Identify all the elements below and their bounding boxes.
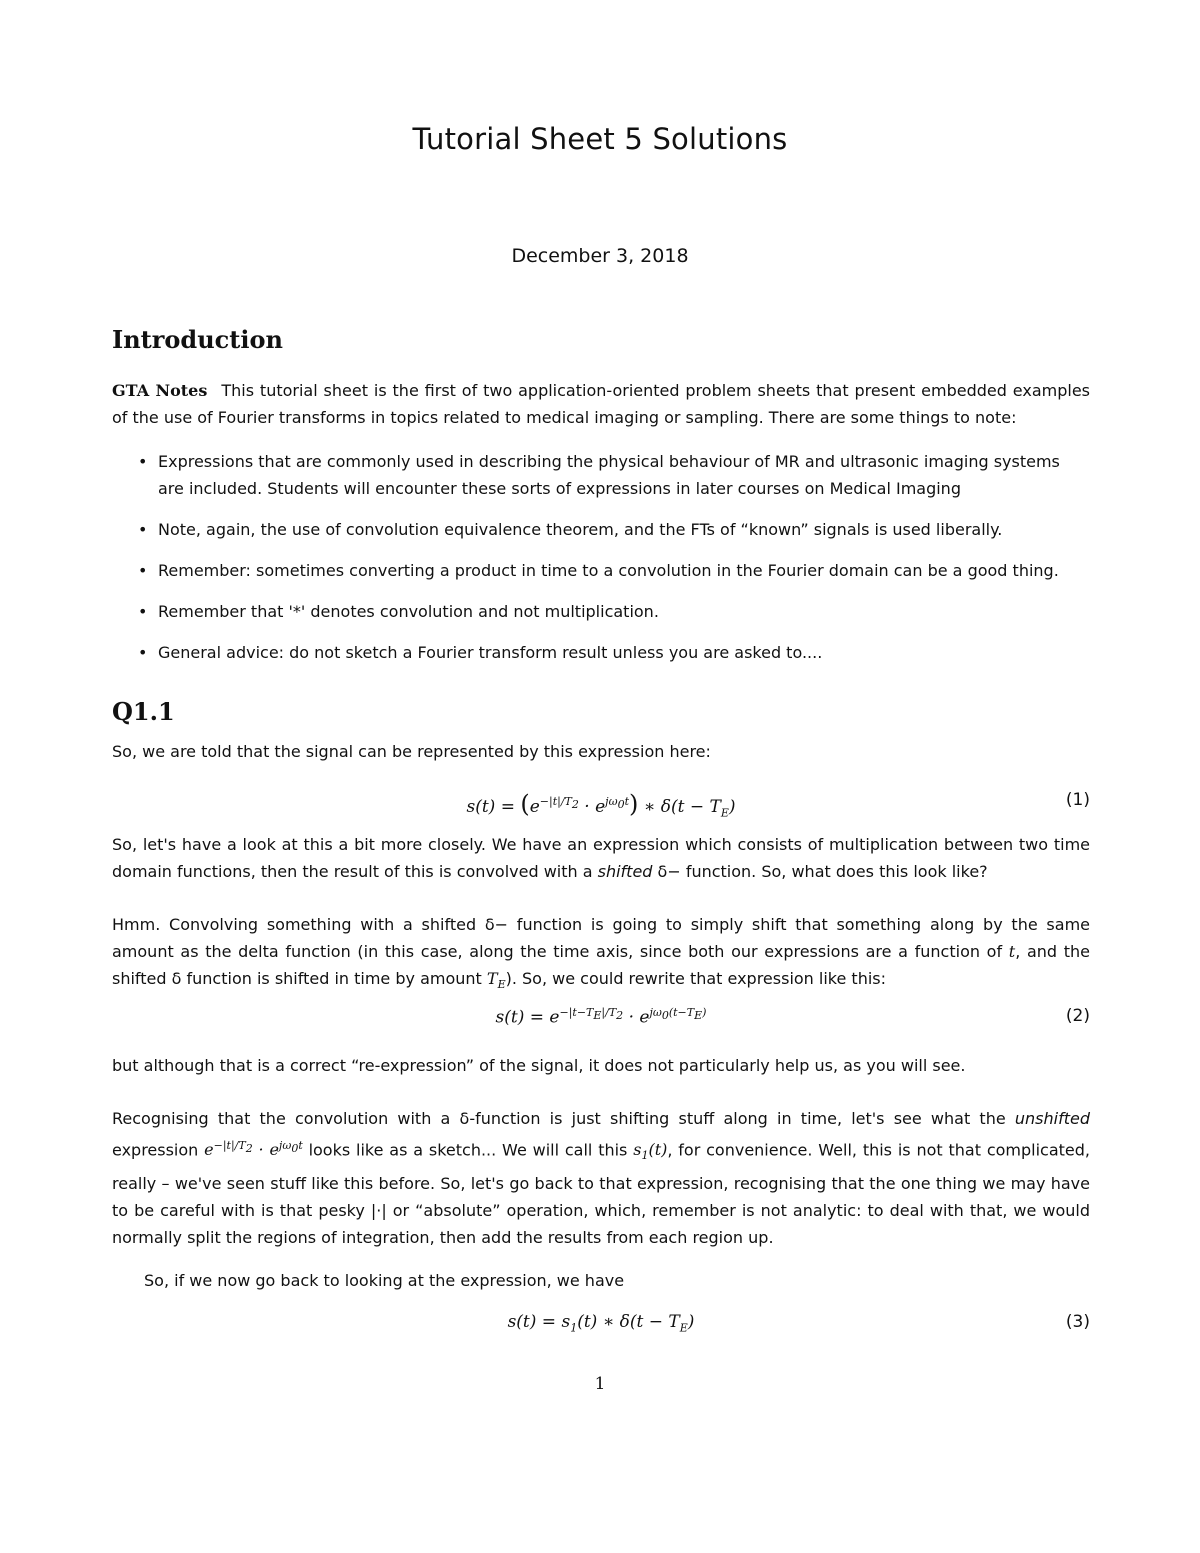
section-heading-introduction: Introduction <box>112 325 283 354</box>
equation-3 <box>112 1312 1090 1342</box>
q11-paragraph-5: Recognising that the convolution with a δ-function is just shifting stuff along in time, let's see what the unshifted expression $e^{-|t|/T_2} \cdot e^{j\omega_0t}$ looks like as a sketch... We will call this $s_1(t)$, for convenience. Well, this is not that complicated, really – we've seen stuff like this before. So, let's go back to that expression, recognising that the one thing we may have to be careful with is that pesky |·| or “absolute” operation, which, remember is not analytic: to deal with that, we would normally split the regions of integration, then add the results from each region up. <box>112 1109 1090 1247</box>
equation-1-number: (1) <box>1065 790 1090 810</box>
q11-paragraph-6: So, if we now go back to looking at the expression, we have <box>144 1271 625 1290</box>
list-item: • General advice: do not sketch a Fourier transform result unless you are asked to.... <box>112 639 1090 666</box>
document-title: Tutorial Sheet 5 Solutions <box>412 122 788 156</box>
q11-paragraph-3: Hmm. Convolving something with a shifted δ− function is going to simply shift that something along by the same amount as the delta function (in this case, along the time axis, since both our expressions are a function of t, and the shifted δ function is shifted in time by amount $T_E$). So, we could rewrite that expression like this: <box>112 915 1090 992</box>
list-item: • Note, again, the use of convolution equivalence theorem, and the FTs of “known” signals is used liberally. <box>112 516 1090 543</box>
equation-1 <box>112 790 1090 820</box>
page-number: 1 <box>594 1374 606 1394</box>
section-heading-q1-1: Q1.1 <box>112 697 175 726</box>
list-item: • Remember: sometimes converting a product in time to a convolution in the Fourier domain can be a good thing. <box>112 557 1090 584</box>
gta-notes-label: GTA Notes <box>112 381 208 400</box>
document-date: December 3, 2018 <box>511 245 689 267</box>
equation-2 <box>112 1006 1090 1036</box>
q11-paragraph-1: So, we are told that the signal can be represented by this expression here: <box>112 742 711 761</box>
intro-text: This tutorial sheet is the first of two application-oriented problem sheets that present embedded examples of the use of Fourier transforms in topics related to medical imaging or sampling. There are some things to note: <box>112 381 1091 427</box>
list-item: • Expressions that are commonly used in describing the physical behaviour of MR and ultrasonic imaging systems are included. Students will encounter these sorts of expressions in later courses on Medical Imaging <box>112 448 1090 502</box>
equation-2-expression: $s(t) = e^{-|t-T_E|/T_2} \cdot e^{j\omega_0(t-T_E)}$ <box>495 1006 707 1028</box>
notes-list <box>112 448 1090 666</box>
equation-1-expression: $s(t) = (e^{-|t|/T_2} \cdot e^{j\omega_0t})$ ∗ $\delta(t - T_E)$ <box>466 790 736 820</box>
equation-3-number: (3) <box>1065 1312 1090 1332</box>
q11-paragraph-4: but although that is a correct “re-expression” of the signal, it does not particularly help us, as you will see. <box>112 1056 966 1075</box>
list-item: • Remember that '*' denotes convolution and not multiplication. <box>112 598 1090 625</box>
equation-3-expression: $s(t) = s_1(t)$ ∗ $\delta(t - T_E)$ <box>507 1312 695 1335</box>
q11-paragraph-2: So, let's have a look at this a bit more closely. We have an expression which consists of multiplication between two time domain functions, then the result of this is convolved with a shifted δ− function. So, what does this look like? <box>112 835 1090 881</box>
intro-paragraph <box>112 377 1090 431</box>
equation-2-number: (2) <box>1065 1006 1090 1026</box>
